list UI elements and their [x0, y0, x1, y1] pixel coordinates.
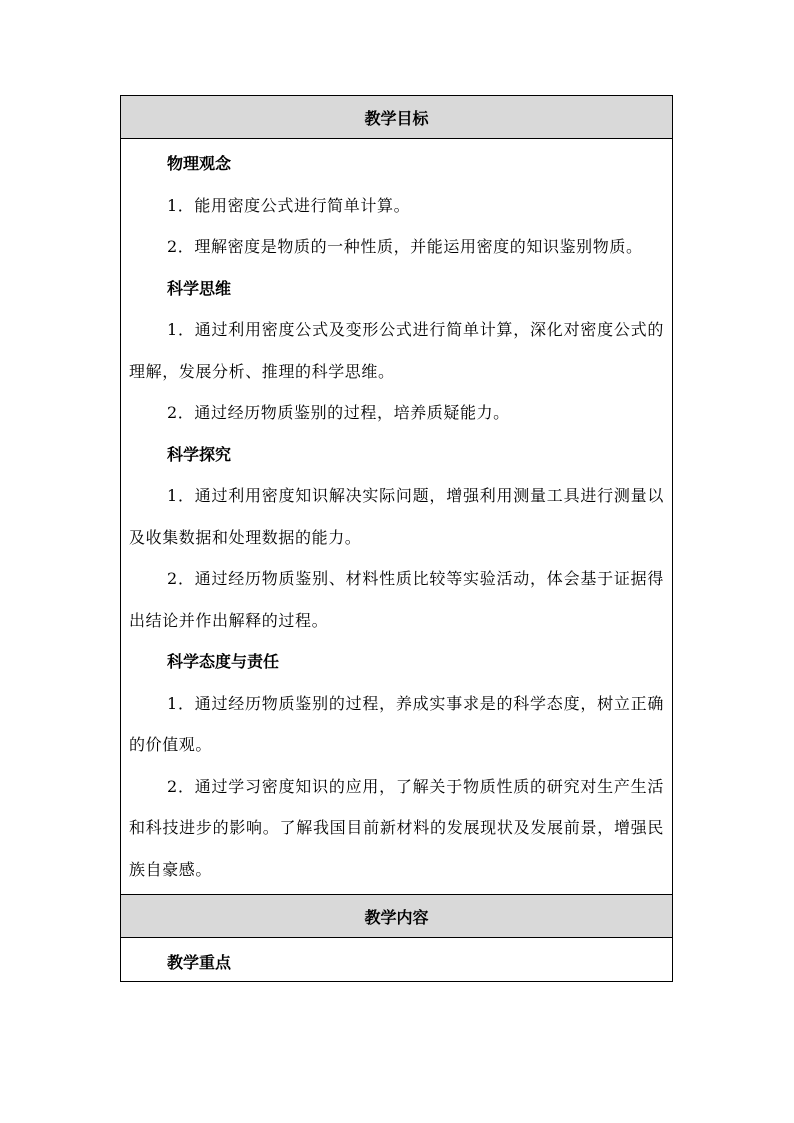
- lesson-plan-table: [120, 95, 673, 982]
- objective-item: 1．能用密度公式进行简单计算。: [167, 195, 411, 215]
- group-title-physics-concept: 物理观念: [167, 154, 232, 173]
- group-title-scientific-inquiry: 科学探究: [167, 444, 232, 464]
- objectives-body: [121, 139, 672, 894]
- objective-item: 2．通过经历物质鉴别、材料性质比较等实验活动，体会基于证据得出结论并作出解释的过程。: [129, 569, 664, 630]
- section-header-objectives: 教学目标: [121, 96, 672, 139]
- objective-item: 2．理解密度是物质的一种性质，并能运用密度的知识鉴别物质。: [167, 237, 643, 256]
- group-title-scientific-thinking: 科学思维: [167, 278, 232, 298]
- objective-item: 1．通过经历物质鉴别的过程，养成实事求是的科学态度，树立正确的价值观。: [129, 693, 664, 754]
- objective-item: 1．通过利用密度公式及变形公式进行简单计算，深化对密度公式的理解，发展分析、推理的科学思维。: [129, 320, 664, 381]
- content-body: [121, 938, 672, 981]
- objective-item: 1．通过利用密度知识解决实际问题，增强利用测量工具进行测量以及收集数据和处理数据的能力。: [129, 486, 664, 547]
- section-header-content: 教学内容: [121, 894, 672, 938]
- objective-item: 2．通过学习密度知识的应用，了解关于物质性质的研究对生产生活和科技进步的影响。了解我国目前新材料的发展现状及发展前景，增强民族自豪感。: [129, 776, 664, 879]
- objective-item: 2．通过经历物质鉴别的过程，培养质疑能力。: [167, 403, 510, 422]
- group-title-key-points: 教学重点: [167, 953, 232, 972]
- group-title-attitude-responsibility: 科学态度与责任: [167, 652, 280, 671]
